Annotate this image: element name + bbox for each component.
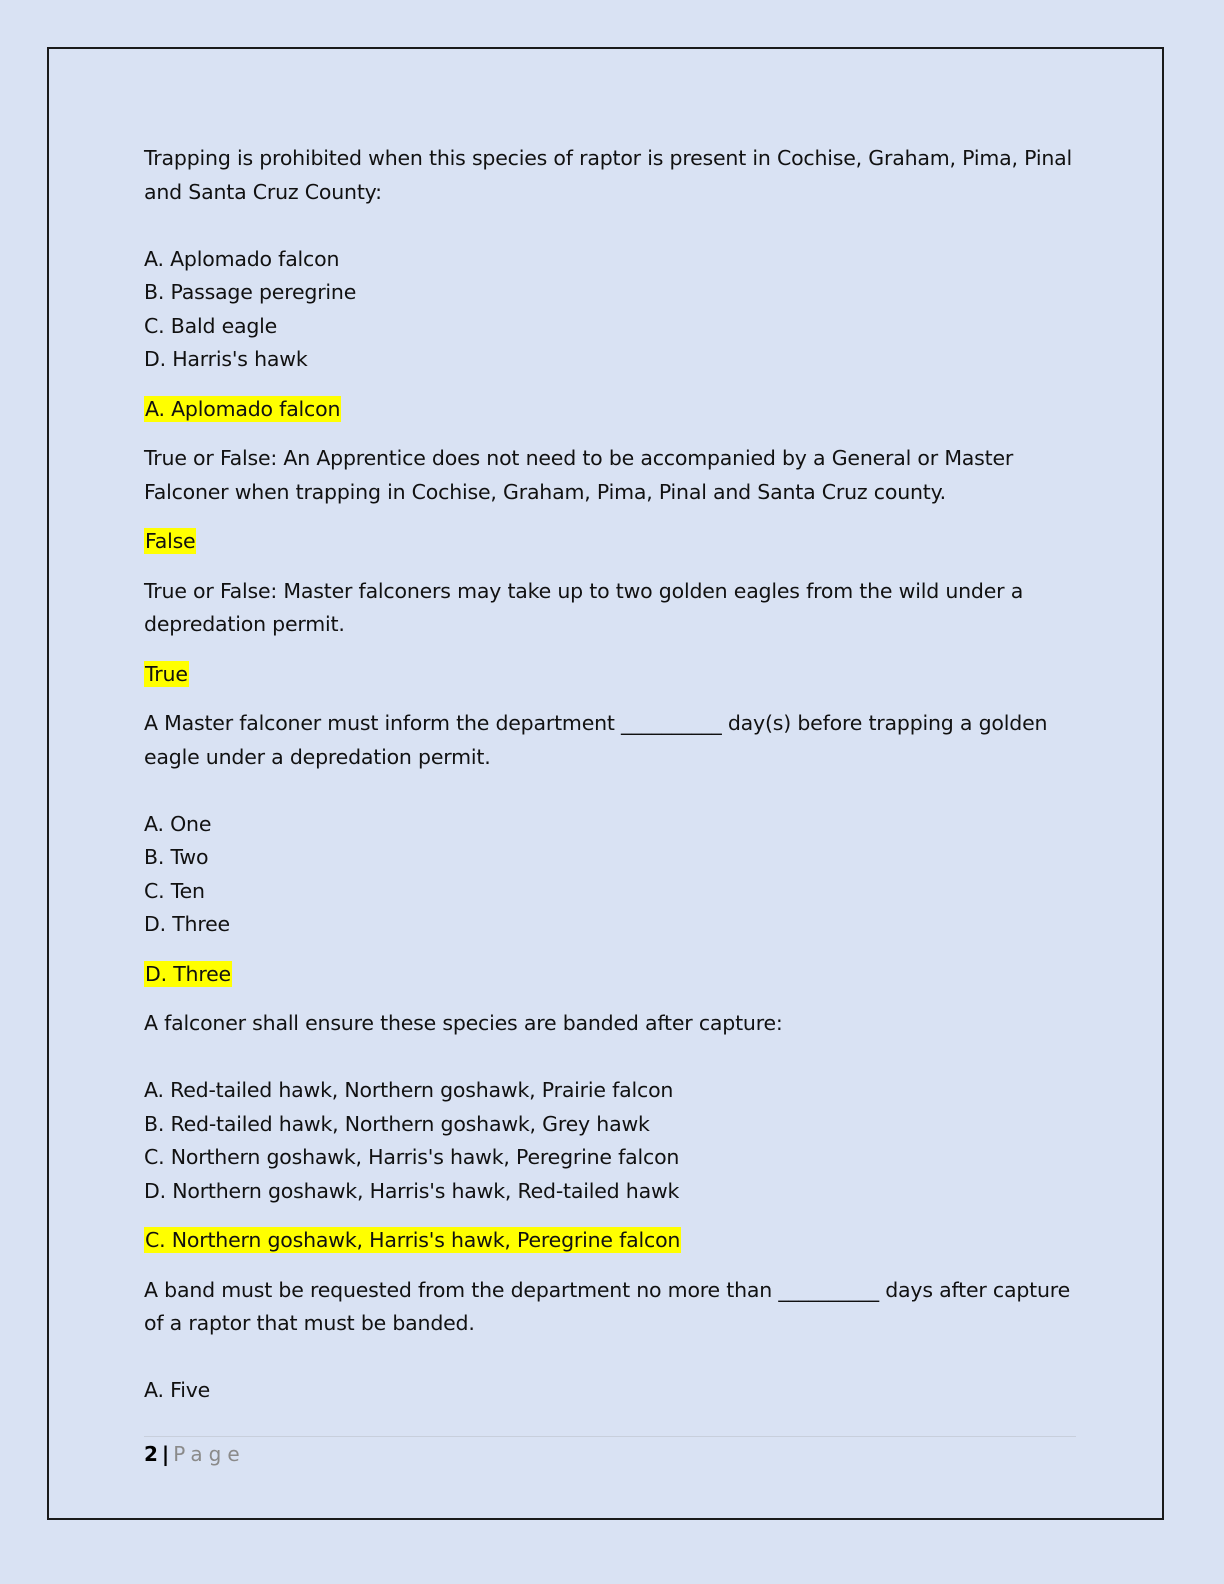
question-6-option-a: A. Five bbox=[144, 1378, 211, 1402]
footer-divider bbox=[144, 1436, 1076, 1437]
question-5-text: A falconer shall ensure these species are banded after capture: bbox=[144, 1011, 783, 1035]
question-5-option-d: D. Northern goshawk, Harris's hawk, Red-tailed hawk bbox=[144, 1178, 680, 1203]
question-1-option-b: B. Passage peregrine bbox=[144, 280, 357, 304]
question-5-option-c: C. Northern goshawk, Harris's hawk, Peregrine falcon bbox=[144, 1145, 680, 1169]
question-2-text: True or False: An Apprentice does not need to be accompanied by a General or Master Falconer when trapping in Cochise, Graham, Pima, Pinal and Santa Cruz county. bbox=[144, 446, 1014, 504]
question-1-answer: A. Aplomado falcon bbox=[145, 396, 341, 421]
question-6-text: A band must be requested from the department no more than __________ days after capture of a raptor that must be banded. bbox=[144, 1277, 1070, 1335]
question-4-option-d: D. Three bbox=[144, 912, 230, 936]
page-footer bbox=[144, 1440, 246, 1468]
question-5-answer: C. Northern goshawk, Harris's hawk, Peregrine falcon bbox=[145, 1228, 681, 1252]
question-1-option-a: A. Aplomado falcon bbox=[144, 246, 340, 271]
question-4-answer: D. Three bbox=[145, 961, 231, 986]
page-number: 2 bbox=[144, 1442, 158, 1466]
document-body bbox=[144, 142, 1084, 1408]
question-2-answer: False bbox=[145, 529, 196, 553]
question-4-text: A Master falconer must inform the department __________ day(s) before trapping a golden eagle under a depredation permit. bbox=[144, 711, 1048, 769]
question-3-text: True or False: Master falconers may take up to two golden eagles from the wild under a depredation permit. bbox=[144, 578, 1024, 636]
question-4-option-b: B. Two bbox=[144, 845, 209, 869]
question-1-text: Trapping is prohibited when this species of raptor is present in Cochise, Graham, Pima, Pinal and Santa Cruz County: bbox=[144, 146, 1072, 204]
page-label: Page bbox=[173, 1442, 246, 1466]
question-5-option-b: B. Red-tailed hawk, Northern goshawk, Grey hawk bbox=[144, 1111, 650, 1136]
question-3-answer: True bbox=[145, 661, 188, 686]
question-4-option-c: C. Ten bbox=[144, 878, 205, 903]
question-4-option-a: A. One bbox=[144, 811, 212, 836]
question-1-option-d: D. Harris's hawk bbox=[144, 347, 308, 371]
question-1-option-c: C. Bald eagle bbox=[144, 313, 278, 338]
footer-separator: | bbox=[161, 1442, 170, 1466]
question-5-option-a: A. Red-tailed hawk, Northern goshawk, Prairie falcon bbox=[144, 1078, 674, 1102]
